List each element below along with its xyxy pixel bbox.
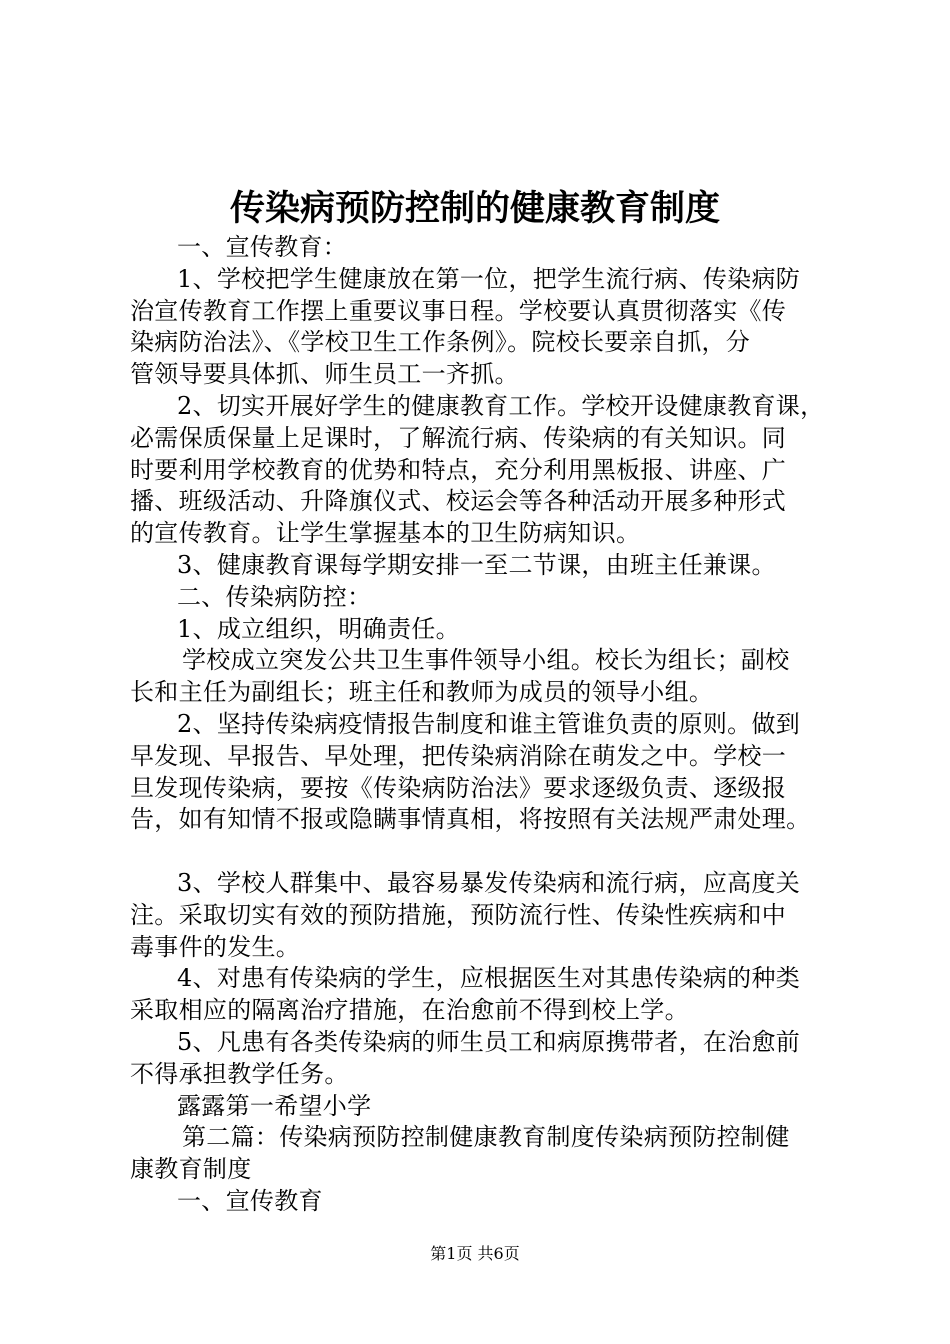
paragraph-line: 旦发现传染病，要按《传染病防治法》要求逐级负责、逐级报 bbox=[130, 773, 787, 802]
section-heading: 一、宣传教育 bbox=[177, 1186, 323, 1215]
paragraph-line: 2、坚持传染病疫情报告制度和谁主管谁负责的原则。做到 bbox=[177, 709, 801, 738]
paragraph-line: 5、凡患有各类传染病的师生员工和病原携带者，在治愈前 bbox=[177, 1027, 801, 1056]
paragraph-line: 1、成立组织，明确责任。 bbox=[177, 614, 460, 643]
blank-line bbox=[130, 836, 830, 868]
paragraph-line: 3、学校人群集中、最容易暴发传染病和流行病，应高度关 bbox=[177, 868, 801, 897]
paragraph-line: 2、切实开展好学生的健康教育工作。学校开设健康教育课， bbox=[177, 391, 825, 420]
paragraph-line: 管领导要具体抓、师生员工一齐抓。 bbox=[130, 360, 519, 389]
paragraph-line: 1、学校把学生健康放在第一位，把学生流行病、传染病防 bbox=[177, 264, 801, 293]
paragraph-line: 的宣传教育。让学生掌握基本的卫生防病知识。 bbox=[130, 519, 641, 548]
document-title: 传染病预防控制的健康教育制度 bbox=[229, 188, 720, 229]
signature-line: 露露第一希望小学 bbox=[177, 1091, 372, 1120]
paragraph-line: 学校成立突发公共卫生事件领导小组。校长为组长；副校 bbox=[182, 646, 790, 675]
paragraph-line: 染病防治法》、《学校卫生工作条例》。院校长要亲自抓，分 bbox=[130, 328, 751, 357]
paragraph-line: 长和主任为副组长；班主任和教师为成员的领导小组。 bbox=[130, 678, 714, 707]
paragraph-line: 第二篇：传染病预防控制健康教育制度传染病预防控制健 bbox=[182, 1123, 790, 1152]
paragraph-line: 注。采取切实有效的预防措施，预防流行性、传染性疾病和中 bbox=[130, 900, 787, 929]
paragraph-line: 时要利用学校教育的优势和特点，充分利用黑板报、讲座、广 bbox=[130, 455, 787, 484]
paragraph-line: 康教育制度 bbox=[130, 1155, 252, 1184]
paragraph-line: 3、健康教育课每学期安排一至二节课，由班主任兼课。 bbox=[177, 550, 776, 579]
paragraph-line: 毒事件的发生。 bbox=[130, 932, 301, 961]
section-heading: 二、传染病防控： bbox=[177, 582, 372, 611]
paragraph-line: 播、班级活动、升降旗仪式、校运会等各种活动开展多种形式 bbox=[130, 487, 787, 516]
paragraph-line: 不得承担教学任务。 bbox=[130, 1059, 349, 1088]
paragraph-line: 4、对患有传染病的学生，应根据医生对其患传染病的种类 bbox=[177, 964, 801, 993]
paragraph-line: 采取相应的隔离治疗措施，在治愈前不得到校上学。 bbox=[130, 996, 689, 1025]
document-body bbox=[130, 232, 830, 1218]
section-heading: 一、宣传教育： bbox=[177, 233, 348, 261]
paragraph-line: 治宣传教育工作摆上重要议事日程。学校要认真贯彻落实《传 bbox=[130, 296, 787, 325]
paragraph-line: 告，如有知情不报或隐瞒事情真相，将按照有关法规严肃处理。 bbox=[130, 805, 811, 834]
paragraph-line: 早发现、早报告、早处理，把传染病消除在萌发之中。学校一 bbox=[130, 741, 787, 770]
paragraph-line: 必需保质保量上足课时，了解流行病、传染病的有关知识。同 bbox=[130, 423, 787, 452]
page-footer: 第1页 共6页 bbox=[430, 1244, 520, 1263]
